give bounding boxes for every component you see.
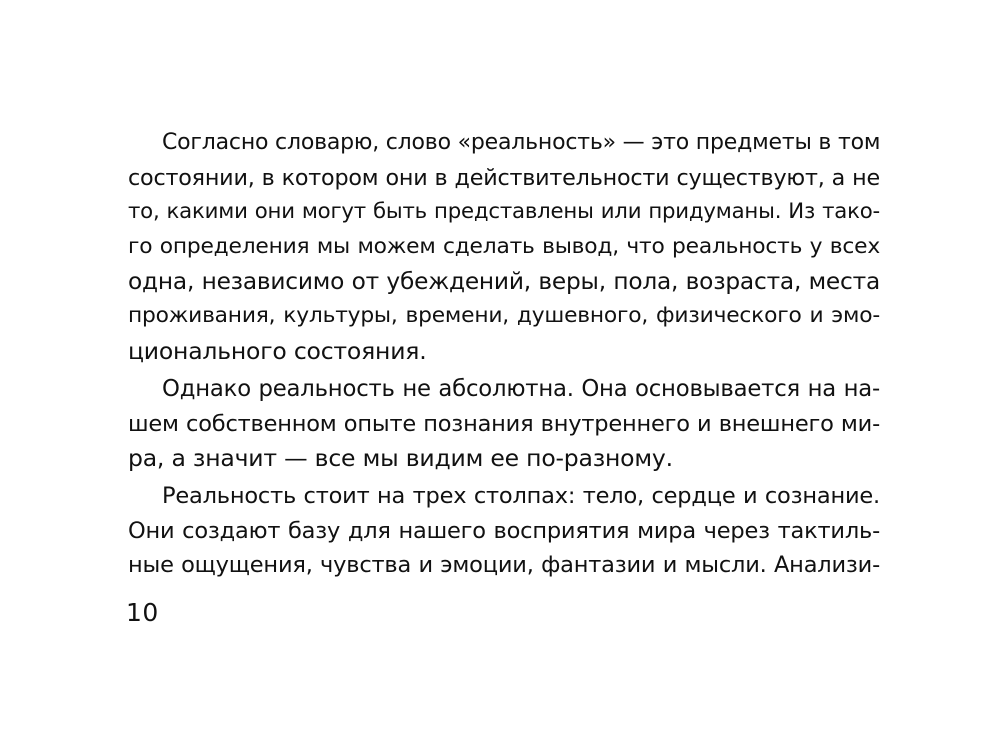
text-line: Они создают базу для нашего восприятия мира через тактиль- [128, 517, 880, 544]
text-line: состоянии, в котором они в действительности существуют, а не [128, 164, 880, 191]
page-number: 10 [126, 598, 159, 627]
text-line: ные ощущения, чувства и эмоции, фантазии и мысли. Анализи- [128, 552, 880, 579]
text-line: шем собственном опыте познания внутреннего и внешнего ми- [128, 410, 880, 437]
paragraph-2 [128, 372, 880, 476]
body-text [128, 126, 880, 583]
paragraph-3 [128, 479, 880, 583]
text-line: Реальность стоит на трех столпах: тело, сердце и сознание. [162, 482, 880, 509]
text-line: ционального состояния. [128, 337, 427, 366]
text-line: Согласно словарю, слово «реальность» — это предметы в том [162, 130, 881, 155]
text-line: го определения мы можем сделать вывод, что реальность у всех [128, 234, 880, 260]
text-line: то, какими они могут быть представлены или придуманы. Из тако- [128, 199, 880, 225]
text-line: одна, независимо от убеждений, веры, пола, возраста, места [128, 267, 880, 295]
text-line: Однако реальность не абсолютна. Она основывается на на- [162, 375, 880, 402]
text-line: проживания, культуры, времени, душевного, физического и эмо- [128, 303, 880, 329]
text-line: ра, а значит — все мы видим ее по-разному. [128, 444, 673, 473]
paragraph-1 [128, 126, 880, 369]
